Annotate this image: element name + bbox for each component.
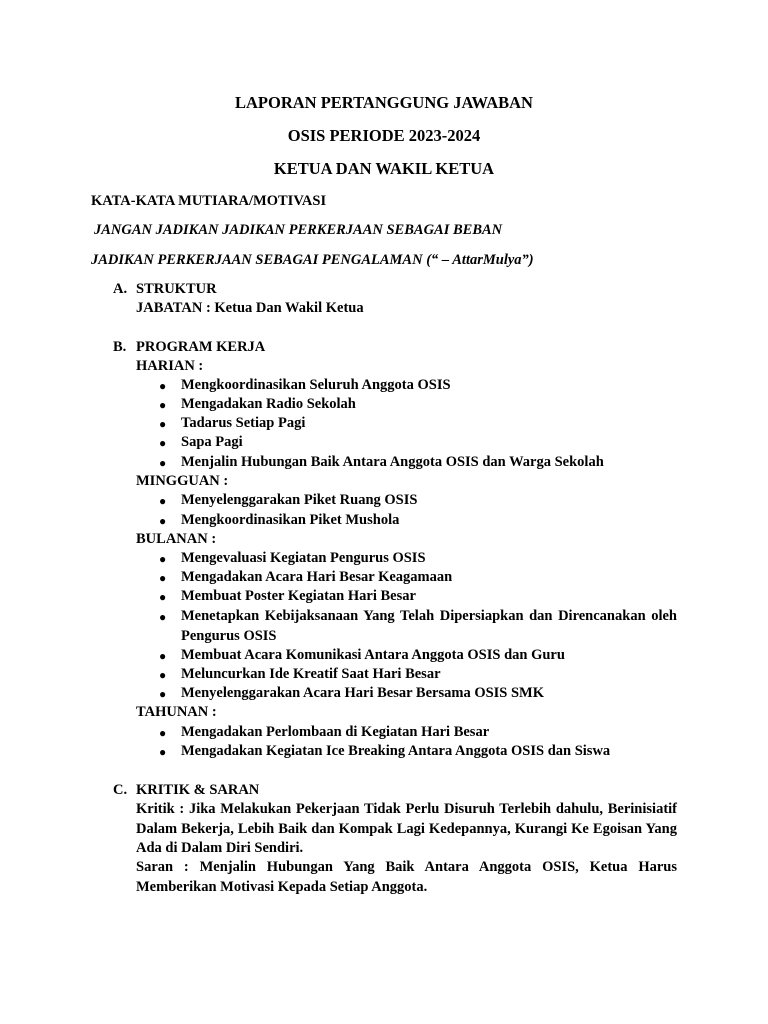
list-item: Mengevaluasi Kegiatan Pengurus OSIS bbox=[181, 550, 426, 566]
list-item: Membuat Poster Kegiatan Hari Besar bbox=[181, 588, 416, 604]
bullet: ● bbox=[159, 398, 167, 412]
saran-paragraph: Saran : Menjalin Hubungan Yang Baik Antara Anggota OSIS, Ketua Harus Memberikan Motivasi Kepada Setiap Anggota. bbox=[136, 859, 677, 895]
list-item: Mengkoordinasikan Piket Mushola bbox=[181, 512, 400, 528]
list-item: Menyelenggarakan Acara Hari Besar Bersama OSIS SMK bbox=[181, 685, 545, 701]
motivation-quote-1: JANGAN JADIKAN JADIKAN PERKERJAAN SEBAGAI BEBAN bbox=[94, 222, 503, 238]
tahunan-label: TAHUNAN : bbox=[136, 704, 217, 720]
list-item: Mengadakan Radio Sekolah bbox=[181, 396, 356, 412]
section-a-title: STRUKTUR bbox=[136, 281, 217, 297]
list-item: Menjalin Hubungan Baik Antara Anggota OSIS dan Warga Sekolah bbox=[181, 454, 604, 470]
list-item: Mengkoordinasikan Seluruh Anggota OSIS bbox=[181, 377, 451, 393]
bullet: ● bbox=[159, 610, 167, 624]
bullet: ● bbox=[159, 417, 167, 431]
list-item: Mengadakan Perlombaan di Kegiatan Hari Besar bbox=[181, 724, 490, 740]
list-item: Sapa Pagi bbox=[181, 434, 243, 450]
bullet: ● bbox=[159, 436, 167, 450]
bullet: ● bbox=[159, 552, 167, 566]
bullet: ● bbox=[159, 494, 167, 508]
motivation-quote-2: JADIKAN PERKERJAAN SEBAGAI PENGALAMAN (“ – AttarMulya”) bbox=[91, 252, 534, 268]
bullet: ● bbox=[159, 571, 167, 585]
motivation-heading: KATA-KATA MUTIARA/MOTIVASI bbox=[91, 193, 327, 209]
kritik-paragraph: Kritik : Jika Melakukan Pekerjaan Tidak Perlu Disuruh Terlebih dahulu, Berinisiatif Dalam Bekerja, Lebih Baik dan Kompak Lagi Kedepannya, Kurangi Ke Egoisan Yang Ada di Dalam Diri Sendiri. bbox=[136, 801, 677, 856]
report-subtitle: KETUA DAN WAKIL KETUA bbox=[273, 159, 495, 178]
bullet: ● bbox=[159, 456, 167, 470]
bullet: ● bbox=[159, 649, 167, 663]
bullet: ● bbox=[159, 745, 167, 759]
bullet: ● bbox=[159, 590, 167, 604]
report-title: LAPORAN PERTANGGUNG JAWABAN bbox=[235, 93, 533, 112]
bulanan-label: BULANAN : bbox=[136, 531, 217, 547]
section-c-title: KRITIK & SARAN bbox=[136, 782, 260, 798]
mingguan-label: MINGGUAN : bbox=[136, 473, 229, 489]
harian-label: HARIAN : bbox=[136, 358, 204, 374]
list-item: Mengadakan Acara Hari Besar Keagamaan bbox=[181, 569, 453, 585]
list-item: Menyelenggarakan Piket Ruang OSIS bbox=[181, 492, 418, 508]
section-b-letter: B. bbox=[113, 339, 127, 355]
bullet: ● bbox=[159, 514, 167, 528]
list-item: Mengadakan Kegiatan Ice Breaking Antara Anggota OSIS dan Siswa bbox=[181, 743, 611, 759]
bullet: ● bbox=[159, 379, 167, 393]
jabatan-line: JABATAN : Ketua Dan Wakil Ketua bbox=[136, 300, 364, 316]
list-item: Meluncurkan Ide Kreatif Saat Hari Besar bbox=[181, 666, 441, 682]
bullet: ● bbox=[159, 726, 167, 740]
list-item: Menetapkan Kebijaksanaan Yang Telah Dipersiapkan dan Direncanakan oleh Pengurus OSIS bbox=[181, 608, 677, 644]
section-c-letter: C. bbox=[113, 782, 128, 798]
list-item: Tadarus Setiap Pagi bbox=[181, 415, 306, 431]
report-period: OSIS PERIODE 2023-2024 bbox=[287, 126, 481, 145]
section-b-title: PROGRAM KERJA bbox=[136, 339, 266, 355]
list-item: Membuat Acara Komunikasi Antara Anggota OSIS dan Guru bbox=[181, 647, 565, 663]
section-a-letter: A. bbox=[113, 281, 128, 297]
bullet: ● bbox=[159, 668, 167, 682]
bullet: ● bbox=[159, 687, 167, 701]
